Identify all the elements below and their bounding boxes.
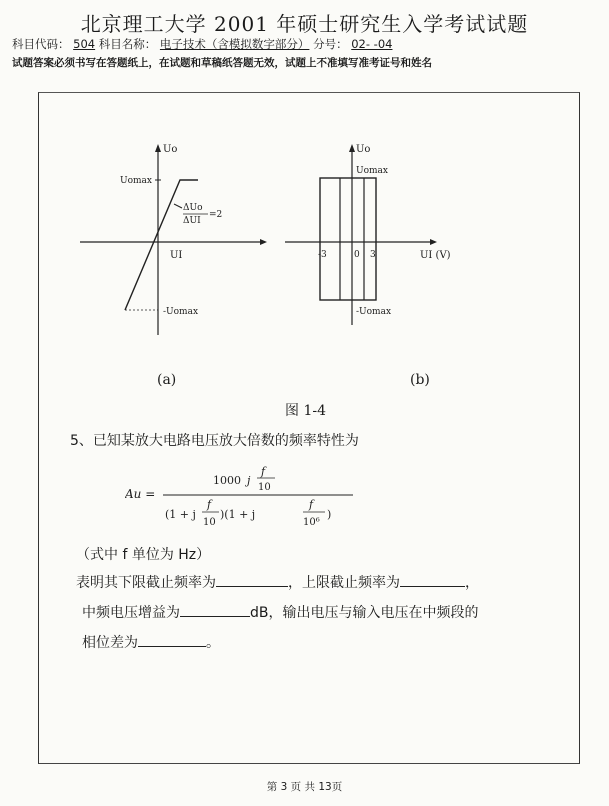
question-line-1 (76, 572, 479, 592)
figure-a-slope-leader (174, 204, 182, 208)
formula-den-f1: f (207, 498, 212, 511)
figure-a-slope-num: ΔUo (183, 203, 203, 213)
formula-den-close: ) (327, 508, 332, 521)
lower-cutoff-blank[interactable] (216, 586, 288, 587)
formula-num-j: j (247, 474, 251, 487)
figure-caption: 图 1-4 (285, 403, 326, 419)
line3-text-a: 相位差为 (82, 635, 138, 651)
figure-b-x-label: UI (V) (420, 250, 451, 261)
formula-lhs: Au = (125, 487, 156, 501)
subject-value: 电子技术（含模拟数字部分） (159, 37, 310, 51)
formula-den-f2: f (309, 498, 314, 511)
formula-num-div: 10 (258, 482, 271, 493)
subject-label: 科目名称： (98, 37, 157, 51)
line2-text-a: 中频电压增益为 (82, 605, 180, 621)
figure-a-x-arrow (260, 239, 267, 245)
phase-difference-blank[interactable] (138, 646, 206, 647)
line2-text-b: dB，输出电压与输入电压在中频段的 (250, 605, 479, 621)
frequency-response-formula (125, 462, 365, 532)
formula-den-div1: 10 (203, 517, 216, 528)
code-label: 科目代码： (12, 37, 70, 51)
page-footer: 第 3 页 共 13页 (266, 781, 343, 793)
figure-a-caption: (a) (157, 372, 177, 388)
formula-den-part2: )(1 + j (220, 508, 256, 521)
line1-text-b: ，上限截止频率为 (288, 575, 400, 591)
unit-note: （式中 f 单位为 Hz） (76, 547, 211, 563)
line3-text-b: 。 (206, 635, 220, 651)
figure-b-tick-pos: 3 (370, 250, 376, 260)
figure-b-bottom-label: -Uomax (356, 307, 392, 317)
midband-gain-blank[interactable] (180, 616, 250, 617)
figure-a-x-label: UI (170, 250, 183, 261)
figure-a-slope-value: =2 (209, 210, 223, 220)
formula-den-part1: (1 + j (165, 508, 196, 521)
exam-notice: 试题答案必须书写在答题纸上，在试题和草稿纸答题无效，试题上不准填写准考证号和姓名 (12, 57, 432, 69)
figure-b-y-label: Uo (356, 144, 371, 155)
figure-a-top-label: Uomax (120, 176, 152, 186)
figure-b-tick-neg: -3 (318, 250, 327, 260)
part-label: 分号： (313, 37, 348, 51)
line1-text-a: 表明其下限截止频率为 (76, 575, 216, 591)
question-intro: 5、已知某放大电路电压放大倍数的频率特性为 (70, 433, 359, 449)
figure-a-curve (125, 180, 198, 310)
figure-b-tick-zero: 0 (354, 250, 360, 260)
question-line-3 (82, 632, 220, 652)
figure-a-slope-den: ΔUI (183, 216, 201, 226)
figure-a-bottom-label: -Uomax (163, 307, 199, 317)
figure-b-loop (320, 178, 376, 300)
subject-info-line (12, 36, 392, 52)
part-value: 02- -04 (351, 37, 393, 51)
figure-b-x-arrow (430, 239, 437, 245)
figure-a-transfer-curve (70, 140, 270, 340)
formula-num-f: f (261, 465, 266, 478)
figure-b-top-label: Uomax (356, 166, 388, 176)
figure-b-y-arrow (349, 144, 355, 152)
code-value: 504 (73, 37, 96, 51)
figure-a-y-arrow (155, 144, 161, 152)
exam-title: 北京理工大学 2001 年硕士研究生入学考试试题 (80, 12, 529, 36)
formula-num-coef: 1000 (213, 474, 241, 487)
figure-a-y-label: Uo (163, 144, 178, 155)
upper-cutoff-blank[interactable] (400, 586, 465, 587)
formula-den-div2: 10⁶ (303, 517, 320, 528)
figure-b-hysteresis-curve (280, 140, 460, 340)
line1-text-c: ， (465, 575, 479, 591)
figure-b-caption: (b) (410, 372, 430, 388)
question-line-2 (82, 602, 479, 622)
